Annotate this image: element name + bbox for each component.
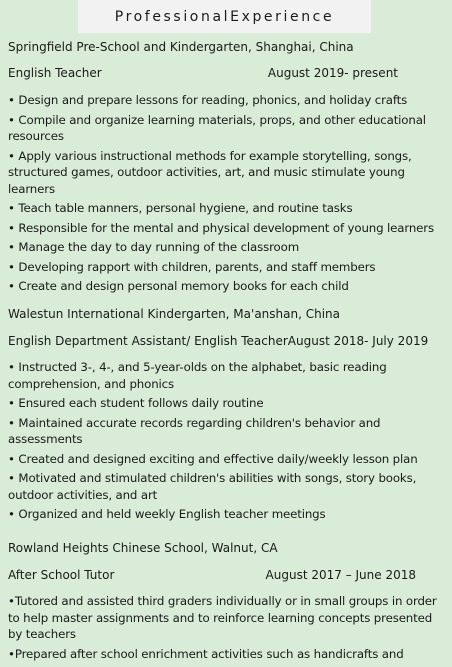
position-row <box>8 64 398 83</box>
list-item: • Motivated and stimulated children's abilities with songs, story books, outdoor activities, and art <box>8 470 446 503</box>
responsibility-list <box>8 92 446 298</box>
job-entry-springfield <box>8 38 446 57</box>
list-item: • Responsible for the mental and physical development of young learners <box>8 220 446 237</box>
job-dates: August 2017 – June 2018 <box>265 568 416 582</box>
list-item: • Prepared after school enrichment activities such as handicrafts and <box>8 646 446 663</box>
position-row <box>8 566 416 585</box>
list-item: • Compile and organize learning materials, props, and other educational resources <box>8 112 446 145</box>
position-row <box>8 332 429 351</box>
list-item: • Manage the day to day running of the classroom <box>8 239 446 256</box>
list-item: • Developing rapport with children, parents, and staff members <box>8 259 446 276</box>
list-item: • Design and prepare lessons for reading, phonics, and holiday crafts <box>8 92 446 109</box>
list-item: • Created and designed exciting and effective daily/weekly lesson plan <box>8 451 446 468</box>
job-entry-walestun <box>8 305 446 324</box>
employer-line: Rowland Heights Chinese School, Walnut, CA <box>8 541 278 555</box>
list-item: • Teach table manners, personal hygiene, and routine tasks <box>8 200 446 217</box>
employer-line: Walestun International Kindergarten, Ma'anshan, China <box>8 307 340 321</box>
section-title: ProfessionalExperience <box>114 8 335 25</box>
job-dates: August 2019- present <box>267 66 398 80</box>
job-dates: August 2018- July 2019 <box>287 334 429 348</box>
responsibility-list <box>8 359 446 526</box>
section-header <box>78 0 371 33</box>
list-item: • Organized and held weekly English teacher meetings <box>8 506 446 523</box>
job-title: After School Tutor <box>8 568 115 582</box>
responsibility-list <box>8 593 446 665</box>
list-item: • Instructed 3-, 4-, and 5-year-olds on the alphabet, basic reading comprehension, and phonics <box>8 359 446 392</box>
list-item: • Apply various instructional methods for example storytelling, songs, structured games, outdoor activities, art, and music stimulate young learners <box>8 148 446 198</box>
list-item: • Maintained accurate records regarding children's behavior and assessments <box>8 415 446 448</box>
employer-line: Springfield Pre-School and Kindergarten, Shanghai, China <box>8 40 354 54</box>
job-entry-rowland <box>8 539 446 558</box>
list-item: • Create and design personal memory books for each child <box>8 278 446 295</box>
list-item: • Tutored and assisted third graders individually or in small groups in order to help master assignments and to reinforce learning concepts presented by teachers <box>8 593 446 643</box>
list-item: • Ensured each student follows daily routine <box>8 395 446 412</box>
job-title: English Department Assistant/ English Teacher <box>8 334 288 348</box>
job-title: English Teacher <box>8 66 102 80</box>
